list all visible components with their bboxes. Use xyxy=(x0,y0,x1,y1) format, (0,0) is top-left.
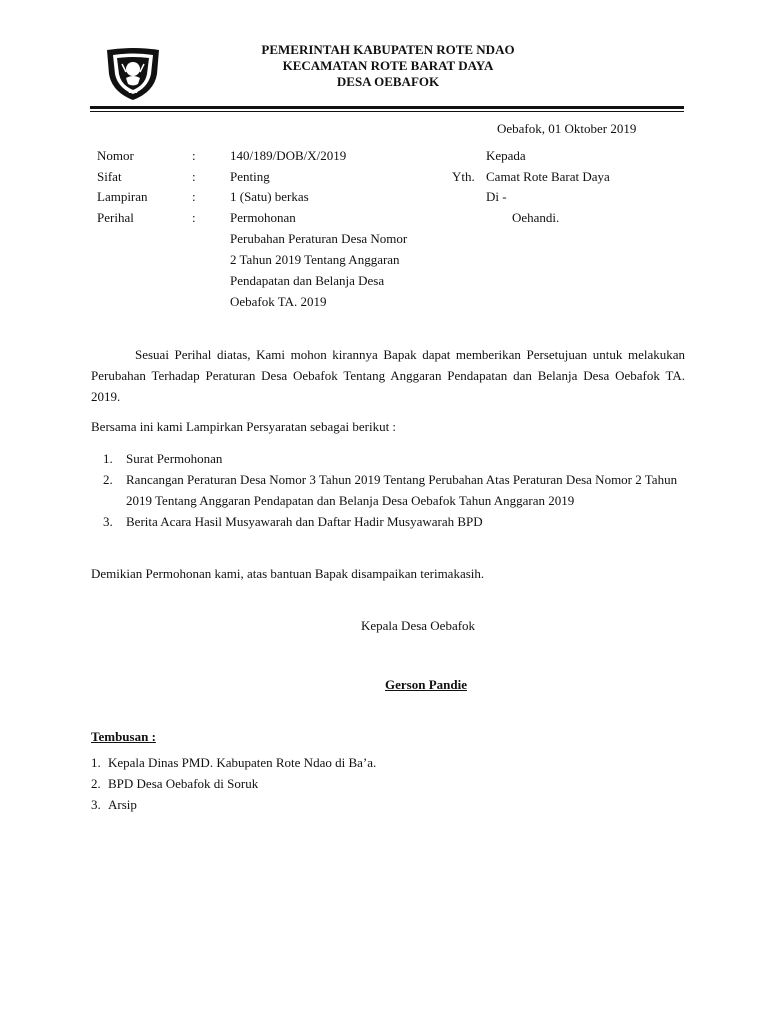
perihal-label: Perihal xyxy=(97,210,134,225)
recipient-kepada: Kepada xyxy=(486,148,526,163)
body-paragraph-2: Bersama ini kami Lampirkan Persyaratan sebagai berikut : xyxy=(91,419,397,434)
tembusan-heading: Tembusan : xyxy=(91,729,156,744)
lampiran-label: Lampiran xyxy=(97,189,148,204)
nomor-colon: : xyxy=(192,148,196,163)
signatory-title: Kepala Desa Oebafok xyxy=(361,618,476,633)
list-item-text: Rancangan Peraturan Desa Nomor 3 Tahun 2019 Tentang Perubahan Atas Peraturan Desa Nomor 2 Tahun 2019 Tentang Anggaran Pendapatan dan Belanja Desa Oebafok Tahun Anggaran 2019 xyxy=(126,472,678,508)
list-item-number: 1. xyxy=(91,755,101,770)
lampiran-value: 1 (Satu) berkas xyxy=(230,189,309,204)
letterhead-line-2: KECAMATAN ROTE BARAT DAYA xyxy=(282,58,494,73)
list-item-text: Kepala Dinas PMD. Kabupaten Rote Ndao di Ba’a. xyxy=(108,755,377,770)
letterhead-line-3: DESA OEBAFOK xyxy=(336,74,440,89)
recipient-di: Di - xyxy=(486,189,507,204)
perihal-line-1: Permohonan xyxy=(230,210,296,225)
recipient-place: Oehandi. xyxy=(512,210,560,225)
list-item-text: Surat Permohonan xyxy=(126,451,223,466)
nomor-label: Nomor xyxy=(97,148,134,163)
list-item-number: 3. xyxy=(91,797,101,812)
perihal-line-5: Oebafok TA. 2019 xyxy=(230,294,327,309)
sifat-value: Penting xyxy=(230,169,270,184)
perihal-line-2: Perubahan Peraturan Desa Nomor xyxy=(230,231,408,246)
signatory-name: Gerson Pandie xyxy=(385,677,467,692)
lampiran-colon: : xyxy=(192,189,196,204)
letterhead-rule-thin xyxy=(90,111,684,112)
letterhead-line-1: PEMERINTAH KABUPATEN ROTE NDAO xyxy=(261,42,515,57)
list-item xyxy=(91,448,685,469)
list-item-text: Arsip xyxy=(108,797,137,812)
list-item-number: 2. xyxy=(103,472,113,487)
body-paragraph-1: Sesuai Perihal diatas, Kami mohon kirannya Bapak dapat memberikan Persetujuan untuk melakukan Perubahan Terhadap Peraturan Desa Oebafok Tentang Anggaran Pendapatan dan Belanja Desa Oebafok TA. 2019. xyxy=(91,347,685,404)
letterhead-rule-thick xyxy=(90,106,684,109)
sifat-label: Sifat xyxy=(97,169,122,184)
requirements-list xyxy=(91,448,685,532)
list-item xyxy=(91,469,685,511)
list-item-number: 3. xyxy=(103,514,113,529)
letterhead xyxy=(200,42,576,90)
perihal-line-4: Pendapatan dan Belanja Desa xyxy=(230,273,385,288)
list-item-text: Berita Acara Hasil Musyawarah dan Daftar Hadir Musyawarah BPD xyxy=(126,514,483,529)
list-item xyxy=(91,773,685,794)
regency-shield-emblem-icon xyxy=(104,44,162,102)
list-item-number: 2. xyxy=(91,776,101,791)
tembusan-list xyxy=(91,752,685,815)
list-item-number: 1. xyxy=(103,451,113,466)
list-item xyxy=(91,511,685,532)
list-item xyxy=(91,794,685,815)
sifat-colon: : xyxy=(192,169,196,184)
closing-sentence: Demikian Permohonan kami, atas bantuan Bapak disampaikan terimakasih. xyxy=(91,566,485,581)
letter-date: Oebafok, 01 Oktober 2019 xyxy=(497,121,637,136)
nomor-value: 140/189/DOB/X/2019 xyxy=(230,148,347,163)
recipient-name: Camat Rote Barat Daya xyxy=(486,169,610,184)
list-item-text: BPD Desa Oebafok di Soruk xyxy=(108,776,259,791)
perihal-colon: : xyxy=(192,210,196,225)
recipient-yth: Yth. xyxy=(452,169,475,184)
perihal-line-3: 2 Tahun 2019 Tentang Anggaran xyxy=(230,252,400,267)
list-item xyxy=(91,752,685,773)
